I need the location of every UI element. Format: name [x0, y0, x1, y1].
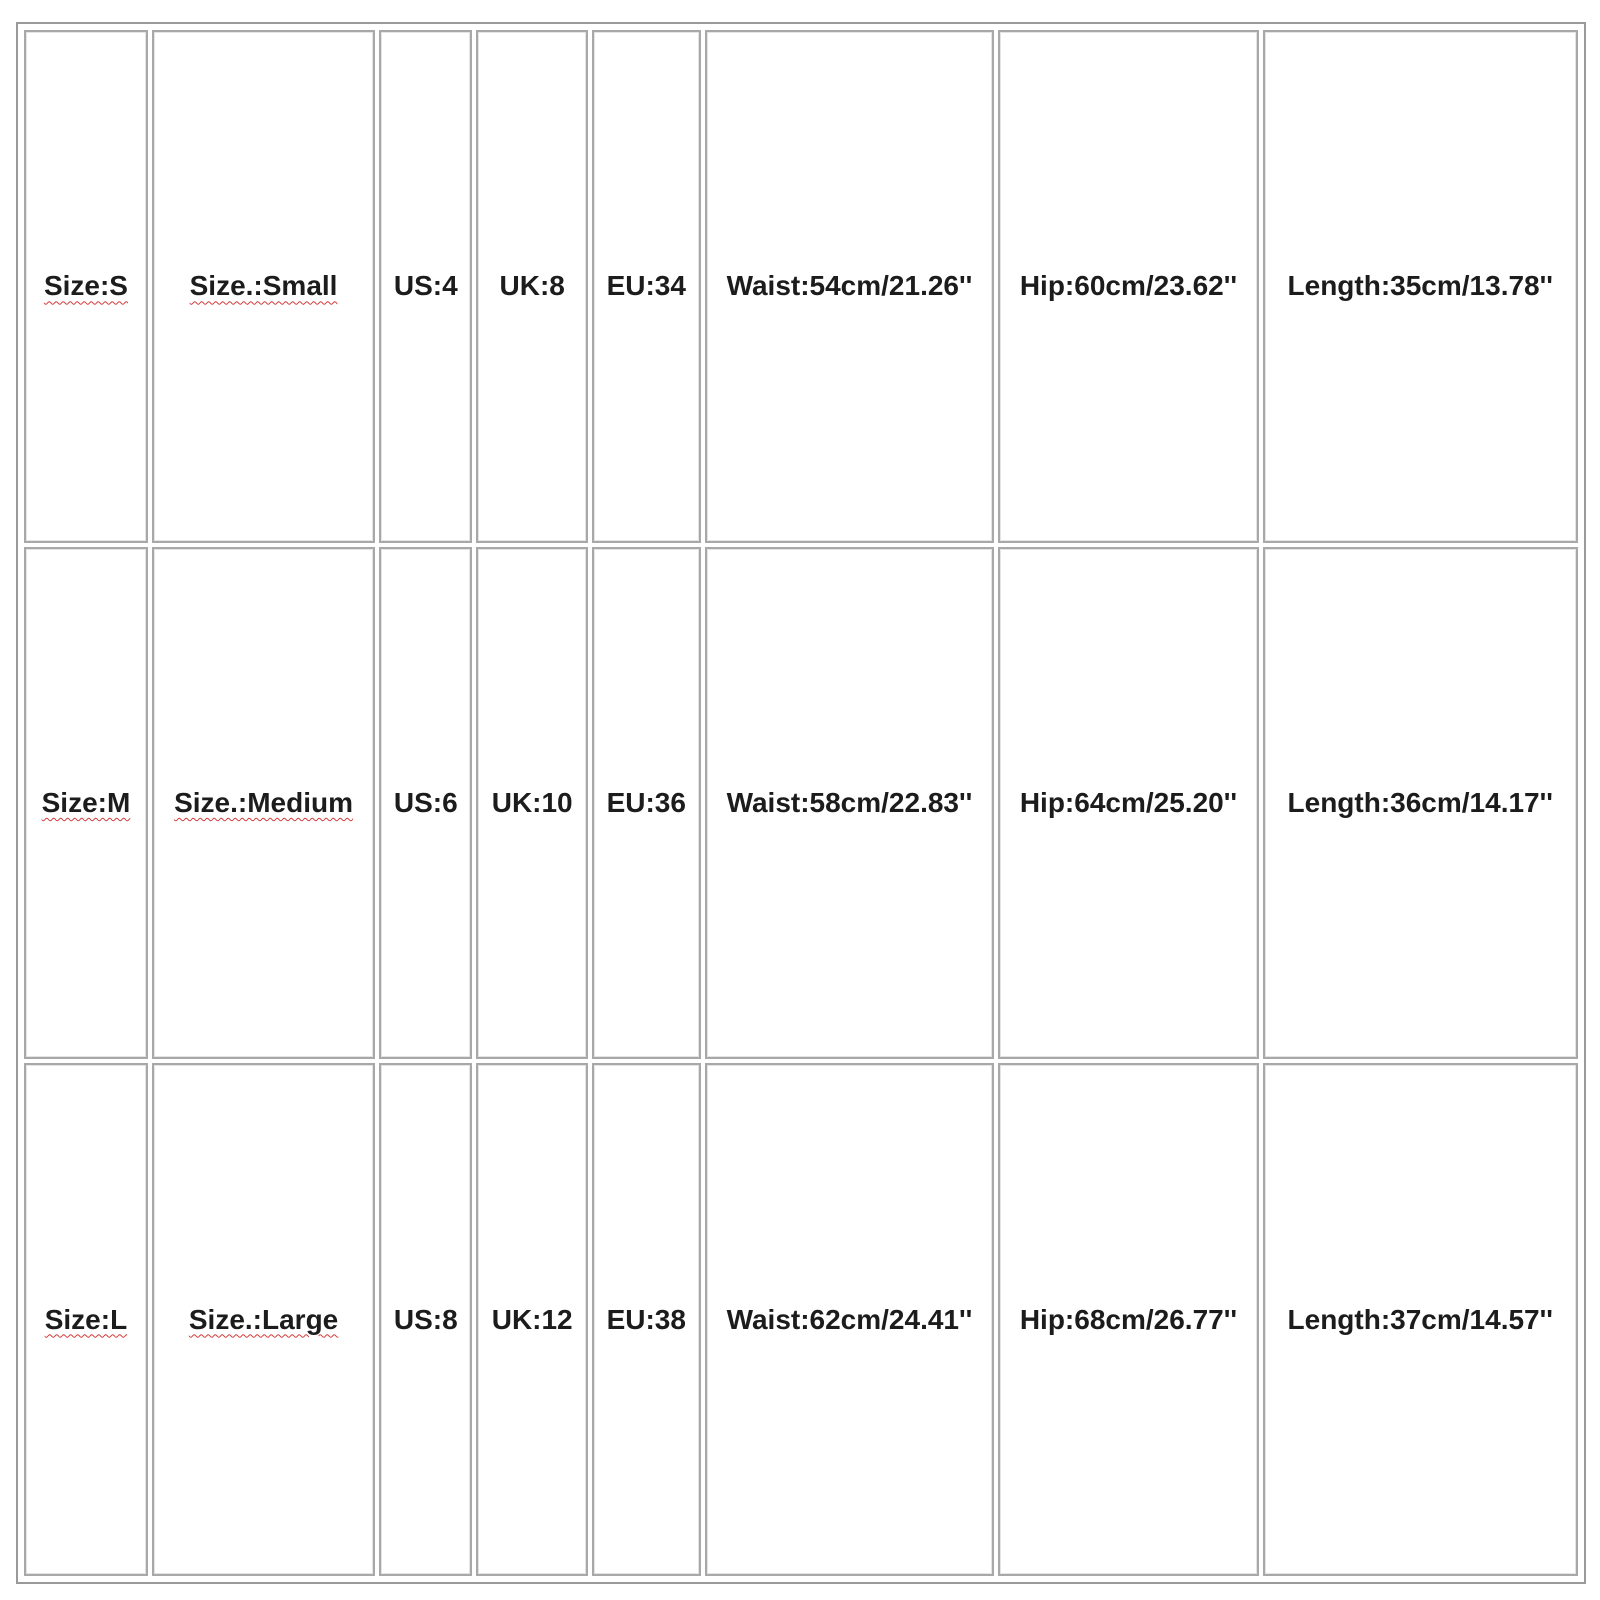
cell-size [24, 30, 148, 543]
cell-waist: Waist:54cm/21.26'' [705, 30, 995, 543]
cell-waist: Waist:62cm/24.41'' [705, 1063, 995, 1576]
size-code: Size:M [41, 786, 131, 818]
cell-uk-size: UK:12 [476, 1063, 588, 1576]
cell-size-name [152, 1063, 375, 1576]
table-row-size-m [24, 547, 1578, 1060]
table-row-size-l [24, 1063, 1578, 1576]
cell-uk-size: UK:10 [476, 547, 588, 1060]
cell-length: Length:35cm/13.78'' [1263, 30, 1579, 543]
cell-hip: Hip:60cm/23.62'' [998, 30, 1258, 543]
cell-size-name [152, 30, 375, 543]
cell-size-name [152, 547, 375, 1060]
cell-eu-size: EU:38 [592, 1063, 701, 1576]
cell-hip: Hip:68cm/26.77'' [998, 1063, 1258, 1576]
cell-eu-size: EU:34 [592, 30, 701, 543]
size-name: Size.:Medium [174, 786, 354, 818]
size-chart-frame [16, 22, 1586, 1584]
cell-length: Length:37cm/14.57'' [1263, 1063, 1579, 1576]
size-code: Size:L [44, 1303, 128, 1335]
cell-waist: Waist:58cm/22.83'' [705, 547, 995, 1060]
table-row-size-s [24, 30, 1578, 543]
size-name: Size.:Large [188, 1303, 339, 1335]
cell-us-size: US:4 [379, 30, 472, 543]
size-chart-table [20, 26, 1582, 1580]
cell-eu-size: EU:36 [592, 547, 701, 1060]
size-code: Size:S [43, 270, 128, 302]
cell-size [24, 1063, 148, 1576]
size-name: Size.:Small [189, 270, 338, 302]
cell-hip: Hip:64cm/25.20'' [998, 547, 1258, 1060]
cell-length: Length:36cm/14.17'' [1263, 547, 1579, 1060]
cell-us-size: US:6 [379, 547, 472, 1060]
cell-uk-size: UK:8 [476, 30, 588, 543]
cell-size [24, 547, 148, 1060]
cell-us-size: US:8 [379, 1063, 472, 1576]
